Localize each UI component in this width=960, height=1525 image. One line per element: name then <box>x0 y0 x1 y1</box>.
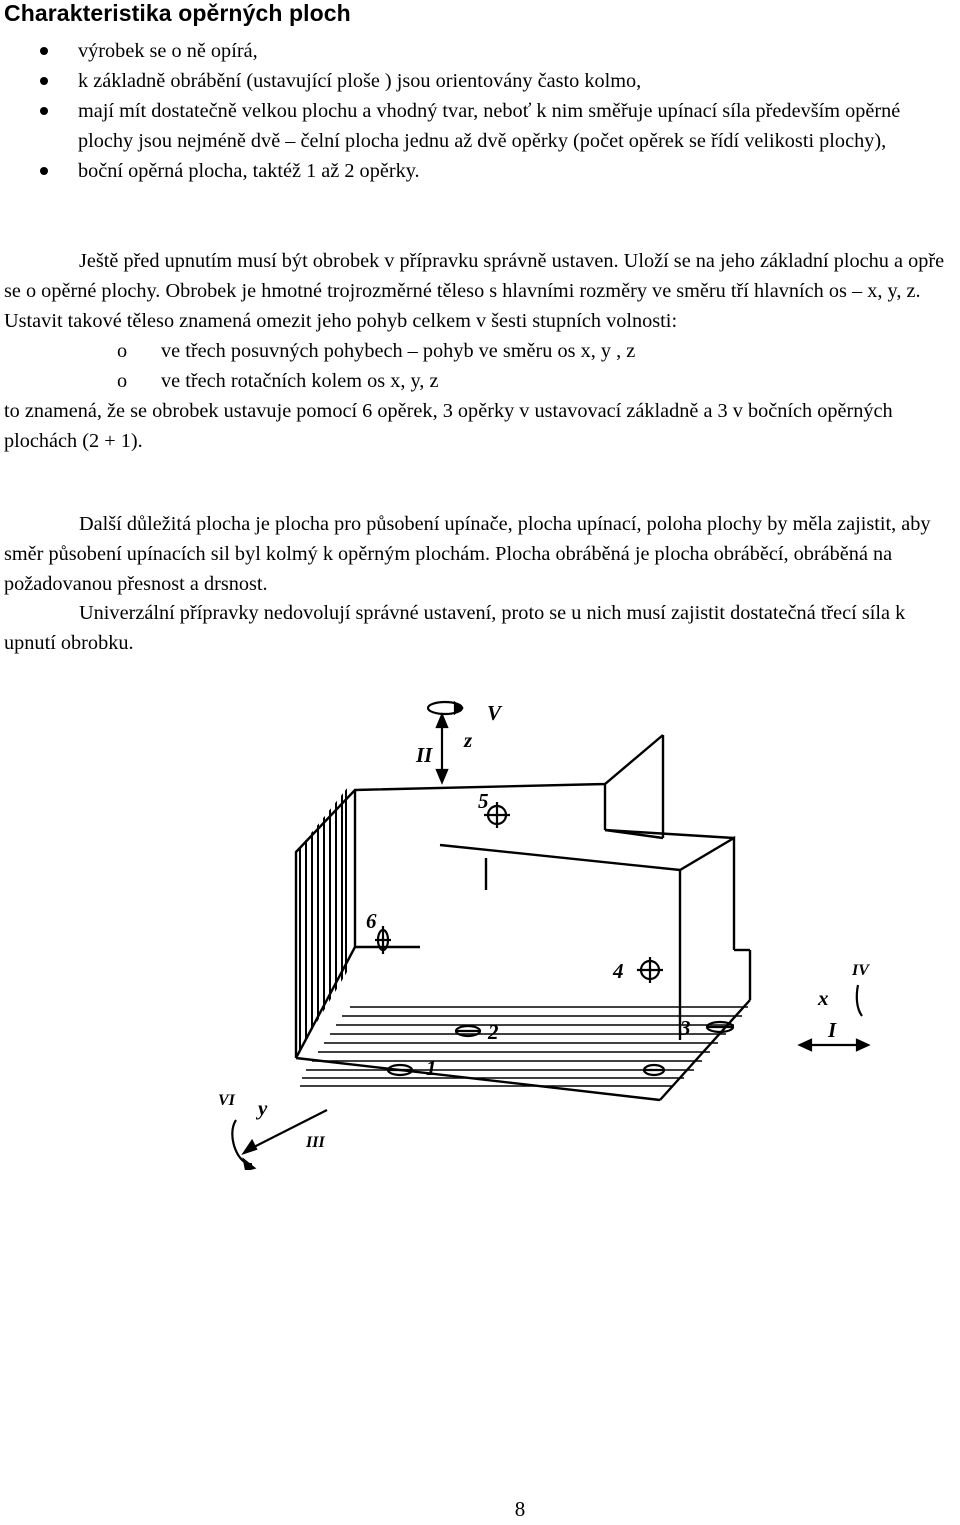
rot-vi-label: VI <box>218 1092 235 1109</box>
paragraph-text: Univerzální přípravky nedovolují správné ustavení, proto se u nich musí zajistit dostatečná třecí síla k upnutí obrobku. <box>4 602 906 654</box>
support-point-extra-icon <box>644 1065 664 1075</box>
list-item: výrobek se o ně opírá, <box>0 36 958 66</box>
point-6-label: 6 <box>366 909 377 933</box>
circle-bullet-icon: o <box>117 370 128 392</box>
list-item: k základně obrábění (ustavující ploše ) jsou orientovány často kolmo, <box>0 66 958 96</box>
section-heading: Charakteristika opěrných ploch <box>4 0 351 26</box>
rot-v-label: V <box>487 701 502 725</box>
list-item: o ve třech posuvných pohybech – pohyb ve směru os x, y , z <box>4 336 956 366</box>
x-axis-label: x <box>818 986 829 1010</box>
page-number: 8 <box>514 1497 526 1521</box>
rot-iv-label: IV <box>852 962 869 979</box>
support-point-4-icon <box>637 957 663 983</box>
trans-i-label: I <box>828 1018 837 1042</box>
z-axis-symbols <box>428 702 462 782</box>
list-item: boční opěrná plocha, taktéž 1 až 2 opěrky. <box>0 156 958 186</box>
paragraph-positioning <box>4 246 956 456</box>
workpiece-diagram <box>200 690 900 1170</box>
left-face-hatching <box>300 785 346 1060</box>
paragraph-text: to znamená, že se obrobek ustavuje pomocí 6 opěrek, 3 opěrky v ustavovací základně a 3 v bočních opěrných plochách (2 + 1). <box>4 400 893 452</box>
paragraph-universal <box>4 598 956 658</box>
paragraph-text: Další důležitá plocha je plocha pro působení upínače, plocha upínací, poloha plochy by měla zajistit, aby směr působení upínacích sil byl kolmý k opěrným plochám. Plocha obráběná je plocha obráběcí, obráběná na požadovanou přesnost a drsnost. <box>4 513 931 595</box>
workpiece-edges <box>296 735 750 1100</box>
paragraph-text: Ještě před upnutím musí být obrobek v přípravku správně ustaven. Uloží se na jeho základní plochu a opře se o opěrné plochy. Obrobek je hmotné trojrozměrné těleso s hlavními rozměry ve směru tří hlavních os – x, y, z. Ustavit takové těleso znamená omezit jeho pohyb celkem v šesti stupních volnosti: <box>4 250 945 332</box>
support-point-6-icon <box>375 926 391 954</box>
bullet-icon <box>40 77 48 85</box>
list-item: o ve třech rotačních kolem os x, y, z <box>4 366 956 396</box>
circle-bullet-icon: o <box>117 340 128 362</box>
y-axis-label: y <box>258 1096 268 1120</box>
support-point-1-icon <box>387 1065 413 1075</box>
z-axis-label: z <box>464 728 473 752</box>
point-1-label: 1 <box>426 1056 437 1080</box>
point-5-label: 5 <box>478 789 489 813</box>
bullet-icon <box>40 167 48 175</box>
trans-iii-label: III <box>306 1134 325 1151</box>
trans-ii-label: II <box>416 743 433 767</box>
point-3-label: 3 <box>680 1016 691 1040</box>
bullet-icon <box>40 47 48 55</box>
point-4-label: 4 <box>613 959 624 983</box>
list-item: mají mít dostatečně velkou plochu a vhodný tvar, neboť k nim směřuje upínací síla především opěrné plochy jsou nejméně dvě – čelní plocha jednu až dvě opěrky (počet opěrek se řídí velikosti plochy), <box>0 96 958 156</box>
bullet-icon <box>40 107 48 115</box>
characteristics-list <box>0 36 960 186</box>
point-2-label: 2 <box>488 1020 499 1044</box>
paragraph-clamping <box>4 509 956 599</box>
support-point-3-icon <box>706 1022 734 1032</box>
